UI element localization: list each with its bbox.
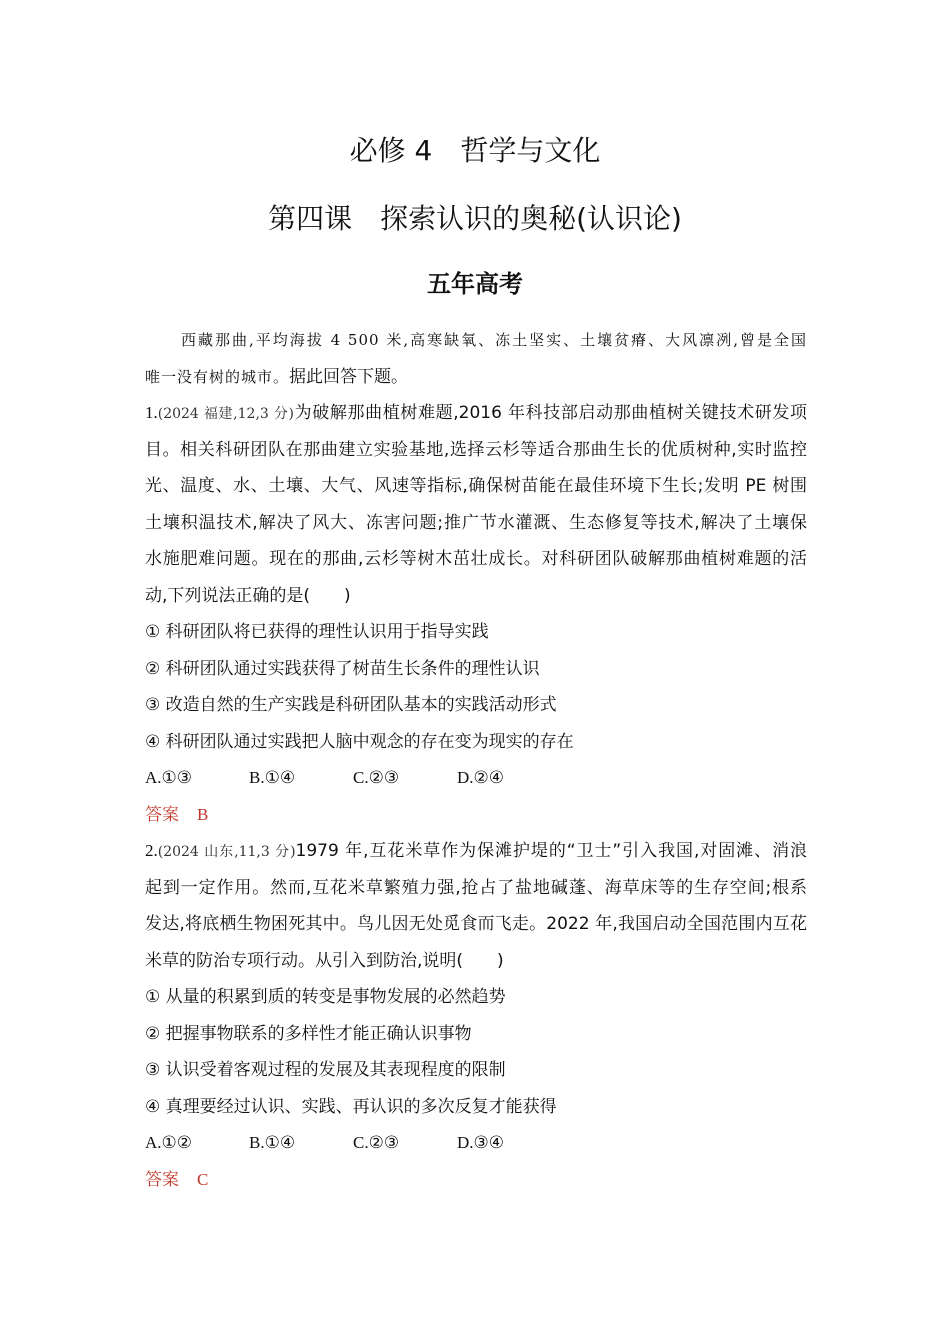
- question-1-statement: ④ 科研团队通过实践把人脑中观念的存在变为现实的存在: [145, 731, 574, 752]
- option-c: C.②③: [353, 768, 400, 787]
- question-2-source: (2024 山东,11,3 分): [157, 844, 296, 860]
- question-1-source: (2024 福建,12,3 分): [157, 406, 294, 422]
- answer-label: 答案: [145, 1169, 179, 1190]
- option-a: A.①③: [145, 768, 193, 787]
- option-b: B.①④: [249, 768, 296, 787]
- question-2-statement: ② 把握事物联系的多样性才能正确认识事物: [145, 1023, 472, 1044]
- option-c: C.②③: [353, 1133, 400, 1152]
- option-a: A.①②: [145, 1133, 193, 1152]
- question-2-stem-text-1: 1979 年,互花米草作为保滩护堤的“卫士”引入我国,对固滩、消浪: [295, 841, 807, 861]
- question-2-stem-line-1: [145, 833, 807, 870]
- question-1-stem-text-1: 为破解那曲植树难题,2016 年科技部启动那曲植树关键技术研发项: [293, 403, 807, 423]
- question-1-statement: ① 科研团队将已获得的理性认识用于指导实践: [145, 622, 489, 642]
- option-b: B.①④: [249, 1133, 296, 1152]
- answer-value: B: [197, 804, 209, 824]
- option-d: D.②④: [457, 768, 505, 787]
- lesson-title: 第四课 探索认识的奥秘(认识论): [268, 202, 682, 235]
- section-title: 五年高考: [427, 270, 523, 298]
- question-1-stem-line: 动,下列说法正确的是( ): [145, 585, 351, 606]
- question-1-statement: ② 科研团队通过实践获得了树苗生长条件的理性认识: [145, 658, 540, 679]
- intro-instruction: 据此回答下题。: [289, 366, 409, 387]
- intro-line-2-text: 唯一没有树的城市。: [145, 367, 290, 386]
- question-1-options: [145, 760, 807, 797]
- intro-line-2: [145, 359, 807, 396]
- question-1-answer: [145, 797, 807, 834]
- question-2-answer: [145, 1162, 807, 1199]
- content-body: [145, 322, 807, 1198]
- intro-line-1: 西藏那曲,平均海拔 4 500 米,高寒缺氧、冻土坚实、土壤贫瘠、大风凛冽,曾是全国: [181, 331, 807, 349]
- question-1-stem-line: 水施肥难问题。现在的那曲,云杉等树木茁壮成长。对科研团队破解那曲植树难题的活: [145, 549, 807, 569]
- question-1-number: 1.: [145, 403, 158, 422]
- answer-label: 答案: [145, 804, 179, 825]
- question-2-number: 2.: [145, 841, 158, 860]
- question-2-stem-line: 起到一定作用。然而,互花米草繁殖力强,抢占了盐地碱蓬、海草床等的生存空间;根系: [145, 877, 807, 898]
- option-d: D.③④: [457, 1133, 505, 1152]
- question-1-stem-line: 光、温度、水、土壤、大气、风速等指标,确保树苗能在最佳环境下生长;发明 PE 树围: [145, 476, 807, 496]
- question-2-statement: ④ 真理要经过认识、实践、再认识的多次反复才能获得: [145, 1096, 557, 1117]
- question-2-options: [145, 1125, 807, 1162]
- book-title: 必修 4 哲学与文化: [349, 134, 601, 167]
- question-2-stem-line: 米草的防治专项行动。从引入到防治,说明( ): [145, 950, 504, 971]
- answer-value: C: [197, 1169, 209, 1189]
- question-1-stem-line: 目。相关科研团队在那曲建立实验基地,选择云杉等适合那曲生长的优质树种,实时监控: [145, 439, 807, 460]
- question-2-stem-line: 发达,将底栖生物困死其中。鸟儿因无处觅食而飞走。2022 年,我国启动全国范围内互花: [145, 914, 807, 934]
- question-1-statement: ③ 改造自然的生产实践是科研团队基本的实践活动形式: [145, 695, 557, 715]
- question-2-statement: ① 从量的积累到质的转变是事物发展的必然趋势: [145, 987, 506, 1007]
- question-1-stem-line-1: [145, 395, 807, 432]
- question-1-stem-line: 土壤积温技术,解决了风大、冻害问题;推广节水灌溉、生态修复等技术,解决了土壤保: [145, 512, 807, 533]
- question-2-statement: ③ 认识受着客观过程的发展及其表现程度的限制: [145, 1060, 506, 1080]
